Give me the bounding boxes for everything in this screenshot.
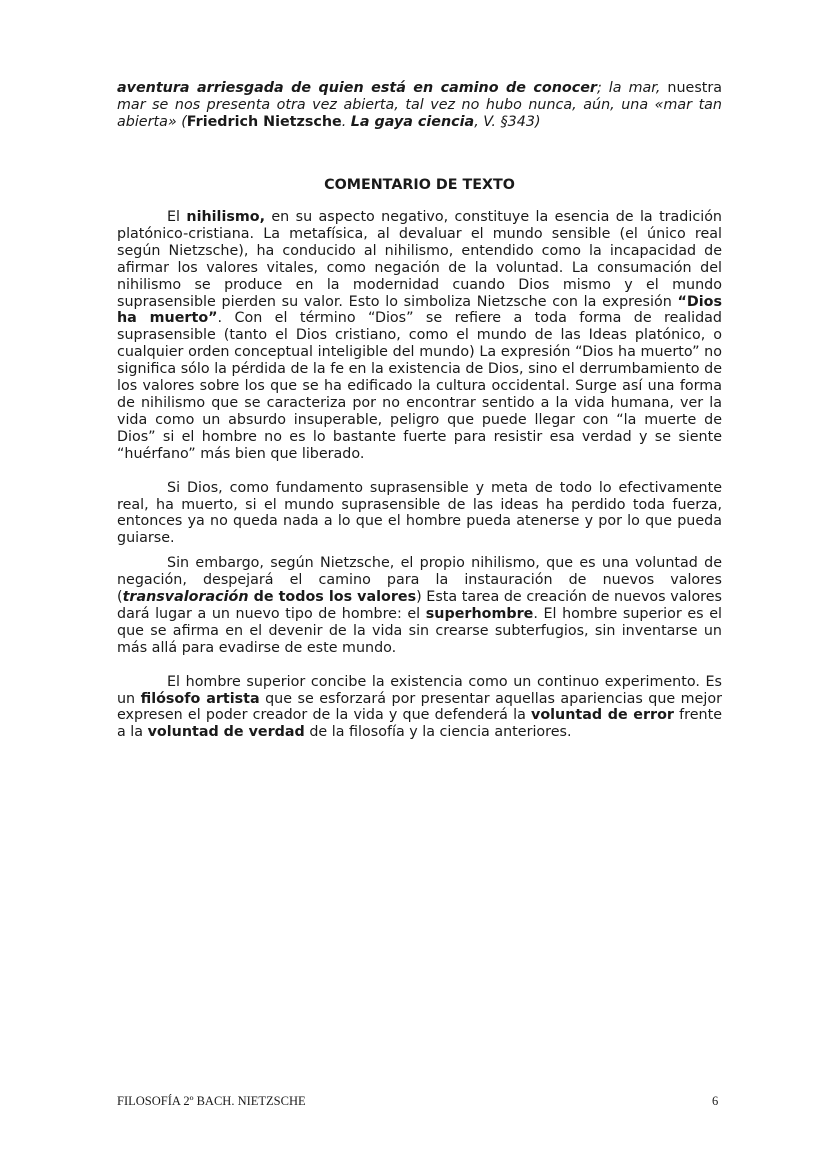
section-title: COMENTARIO DE TEXTO bbox=[324, 177, 515, 193]
quote-text-3: mar se nos presenta otra vez abierta, tal vez no hubo nunca, aún, una «mar tan abierta» ( bbox=[117, 96, 722, 130]
paragraph-1 bbox=[117, 209, 722, 463]
p3-term-transvaloracion: transvaloración bbox=[122, 589, 249, 606]
quote-author: Friedrich Nietzsche bbox=[186, 113, 342, 130]
page-number: 6 bbox=[712, 1094, 719, 1108]
p3-text-a: Sin embargo, según Nietzsche, el propio nihilismo, que es una voluntad de negación, despejará el camino para la instauración de nuevos valores ( bbox=[117, 555, 722, 606]
p4-term-filosofo-artista: filósofo artista bbox=[140, 690, 260, 707]
p4-text-a: El hombre superior concibe la existencia como un continuo experimento. Es un bbox=[117, 673, 722, 707]
p3-term-valores: de todos los valores bbox=[248, 589, 417, 606]
p1-term-dios-ha-muerto: “Dios ha muerto” bbox=[117, 293, 722, 327]
p1-text-e: . Con el término “Dios” se refiere a toda forma de realidad suprasensible (tanto el Dios cristiano, como el mundo de las Ideas platónico, o cualquier orden conceptual inteligible del mundo) La expresión “Dios ha muerto” no significa sólo la pérdida de la fe en la existencia de Dios, sino el derrumbamiento de los valores sobre los que se ha edificado la cultura occidental. Surge así una forma de nihilismo que se caracteriza por no encontrar sentido a la vida humana, ver la vida como un absurdo insuperable, peligro que puede llegar con “la muerte de Dios” si el hombre no es lo bastante fuerte para resistir esa verdad y se siente “huérfano” más bien que liberado. bbox=[117, 310, 722, 462]
p4-term-voluntad-verdad: voluntad de verdad bbox=[147, 724, 305, 741]
p4-text-c: que se esforzará por presentar aquellas apariencias que mejor expresen el poder creador de la vida y que defenderá la bbox=[117, 690, 722, 724]
p3-term-superhombre: superhombre bbox=[425, 605, 534, 622]
quote-text-2: nuestra bbox=[660, 80, 723, 96]
p4-term-voluntad-error: voluntad de error bbox=[531, 707, 674, 724]
p3-text-f: . El hombre superior es el que se afirma en el devenir de la vida sin crearse subterfugios, sin inventarse un más allá para evadirse de este mundo. bbox=[117, 605, 722, 656]
p1-text-c: en su aspecto negativo, constituye la esencia de la tradición platónico-cristiana. La metafísica, al devaluar el mundo sensible (el único real según Nietzsche), ha conducido al nihilismo, entendido como la incapacidad de afirmar los valores vitales, como negación de la voluntad. La consumación del nihilismo se produce en la modernidad cuando Dios mismo y el mundo suprasensible pierden su valor. Esto lo simboliza Nietzsche con la expresión bbox=[117, 209, 722, 310]
p3-text-d: ) Esta tarea de creación de nuevos valores dará lugar a un nuevo tipo de hombre: el bbox=[117, 589, 722, 622]
paragraph-3 bbox=[117, 555, 722, 656]
footer-course-label: FILOSOFÍA 2º BACH. NIETZSCHE bbox=[117, 1094, 306, 1108]
paragraph-2: Si Dios, como fundamento suprasensible y meta de todo lo efectivamente real, ha muerto, si el mundo suprasensible de las ideas ha perdido toda fuerza, entonces ya no queda nada a lo que el hombre pueda atenerse y por lo que pueda guiarse. bbox=[117, 479, 722, 547]
p1-term-nihilismo: nihilismo, bbox=[186, 209, 266, 225]
quote-text-4: . bbox=[341, 113, 351, 130]
quote-text-1: ; la mar, bbox=[596, 80, 661, 96]
p1-text-a: El bbox=[167, 209, 187, 225]
quote-excerpt bbox=[117, 80, 722, 131]
quote-citation: , V. §343) bbox=[474, 113, 541, 130]
quote-paragraph bbox=[117, 80, 722, 131]
commentary-body bbox=[117, 209, 722, 741]
quote-work: La gaya ciencia bbox=[350, 113, 475, 130]
paragraph-4 bbox=[117, 674, 722, 742]
p4-text-e: frente a la bbox=[117, 707, 723, 741]
p4-text-g: de la filosofía y la ciencia anteriores. bbox=[304, 724, 572, 741]
quote-bold-phrase: aventura arriesgada de quien está en camino de conocer bbox=[117, 80, 597, 96]
